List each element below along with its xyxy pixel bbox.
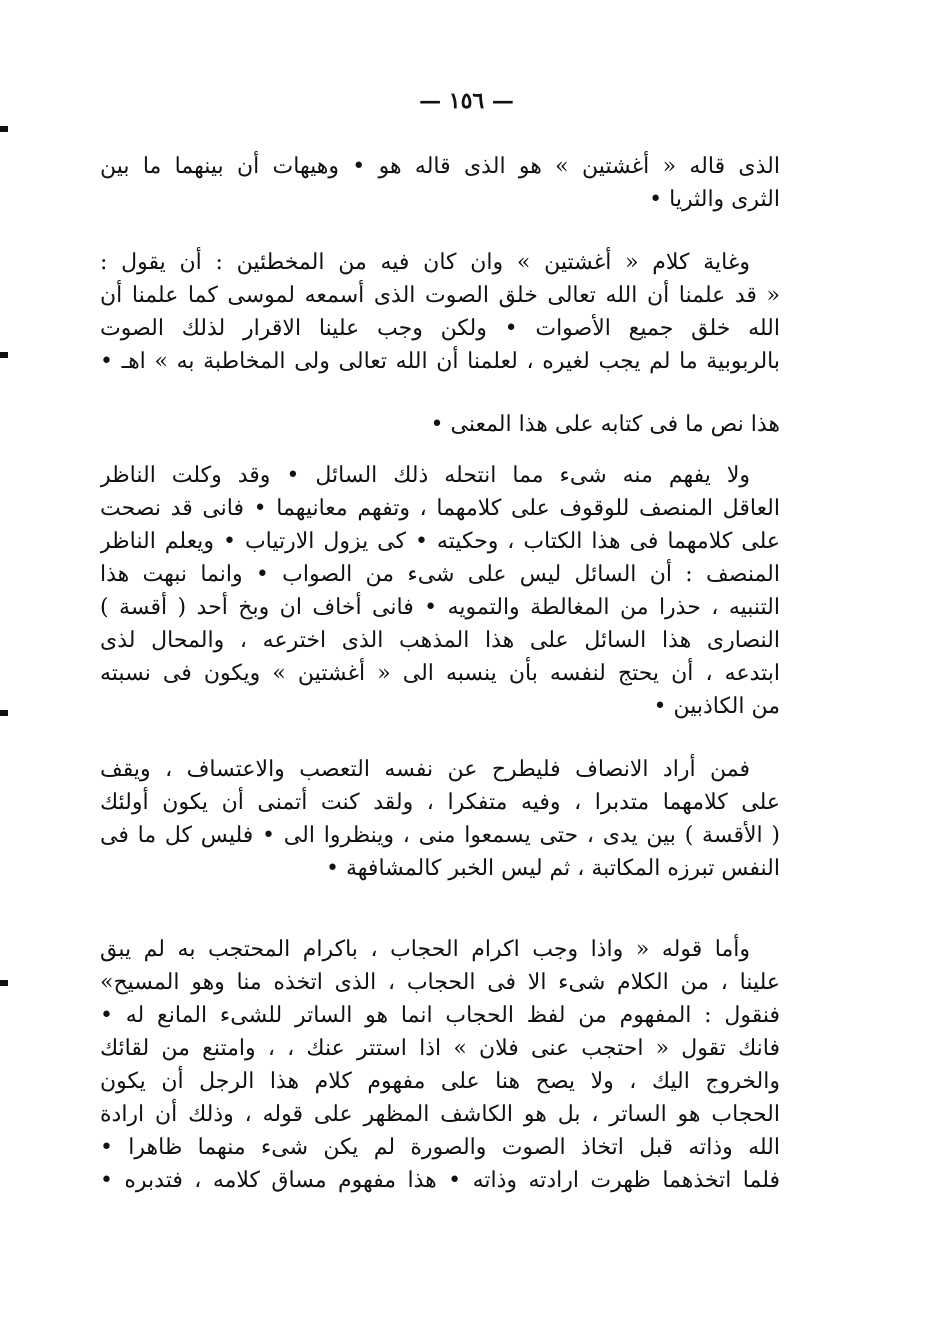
paragraph-1 <box>100 150 780 216</box>
text-line: التنبيه ، حذرا من المغالطة والتمويه • فانى أخاف ان وبخ أحد ( أقسة ) <box>100 595 780 620</box>
text-line: المنصف : أن السائل ليس على شىء من الصواب • وانما نبهت هذا <box>100 562 780 587</box>
text-line: علينا ، من الكلام شىء الا فى الحجاب ، الذى اتخذه منا وهو المسيح» <box>100 970 780 995</box>
text-line: والخروج اليك ، ولا يصح هنا على مفهوم كلام هذا الرجل أن يكون <box>100 1069 780 1094</box>
text-line: هذا نص ما فى كتابه على هذا المعنى • <box>430 412 780 437</box>
margin-mark <box>0 980 8 986</box>
margin-mark <box>0 352 8 358</box>
text-line: الحجاب هو الساتر ، بل هو الكاشف المظهر على قوله ، وذلك أن ارادة <box>100 1102 780 1127</box>
text-line: فلما اتخذهما ظهرت ارادته وذاته • هذا مفهوم مساق كلامه ، فتدبره • <box>100 1168 780 1193</box>
text-line: من الكاذبين • <box>653 694 780 719</box>
text-line: النفس تبرزه المكاتبة ، ثم ليس الخبر كالمشافهة • <box>326 856 780 881</box>
paragraph-3 <box>100 408 780 441</box>
page-number: — ١٥٦ — <box>419 88 514 114</box>
paragraph-5 <box>100 753 780 885</box>
text-line: على كلامهما فى هذا الكتاب ، وحكيته • كى يزول الارتياب • ويعلم الناظر <box>100 529 780 554</box>
text-line: العاقل المنصف للوقوف على كلامهما ، وتفهم معانيهما • فانى قد نصحت <box>100 496 780 521</box>
text-line: الله خلق جميع الأصوات • ولكن وجب علينا الاقرار لذلك الصوت <box>100 316 780 341</box>
text-line: على كلامهما متدبرا ، وفيه متفكرا ، ولقد كنت أتمنى أن يكون أولئك <box>100 790 780 815</box>
text-line: وغاية كلام « أغشتين » وان كان فيه من المخطئين : أن يقول : <box>100 250 750 275</box>
paragraph-4 <box>100 459 780 723</box>
paragraph-6 <box>100 933 780 1197</box>
text-line: الذى قاله « أغشتين » هو الذى قاله هو • وهيهات أن بينهما ما بين <box>100 154 780 179</box>
paragraph-2 <box>100 246 780 378</box>
page-body <box>100 150 780 1197</box>
text-line: الله وذاته قبل اتخاذ الصوت والصورة لم يكن شىء منهما ظاهرا • <box>100 1135 780 1160</box>
margin-mark <box>0 126 8 132</box>
text-line: ( الأقسة ) بين يدى ، حتى يسمعوا منى ، وينظروا الى • فليس كل ما فى <box>100 823 780 848</box>
text-line: فمن أراد الانصاف فليطرح عن نفسه التعصب والاعتساف ، ويقف <box>100 757 750 782</box>
text-line: فنقول : المفهوم من لفظ الحجاب انما هو الساتر للشىء المانع له • <box>100 1003 780 1028</box>
text-line: فانك تقول « احتجب عنى فلان » اذا استتر عنك ، ، وامتنع من لقائك <box>100 1036 780 1061</box>
margin-mark <box>0 710 8 716</box>
text-line: الثرى والثريا • <box>649 187 780 212</box>
text-line: ابتدعه ، أن يحتج لنفسه بأن ينسبه الى « أغشتين » ويكون فى نسبته <box>100 661 780 686</box>
text-line: « قد علمنا أن الله تعالى خلق الصوت الذى أسمعه لموسى كما علمنا أن <box>100 283 780 308</box>
text-line: وأما قوله « واذا وجب اكرام الحجاب ، باكرام المحتجب به لم يبق <box>100 937 750 962</box>
text-line: بالربوبية ما لم يجب لغيره ، لعلمنا أن الله تعالى ولى المخاطبة به » اهـ • <box>100 349 780 374</box>
text-line: النصارى هذا السائل على هذا المذهب الذى اخترعه ، والمحال لذى <box>100 628 780 653</box>
text-line: ولا يفهم منه شىء مما انتحله ذلك السائل • وقد وكلت الناظر <box>100 463 750 488</box>
